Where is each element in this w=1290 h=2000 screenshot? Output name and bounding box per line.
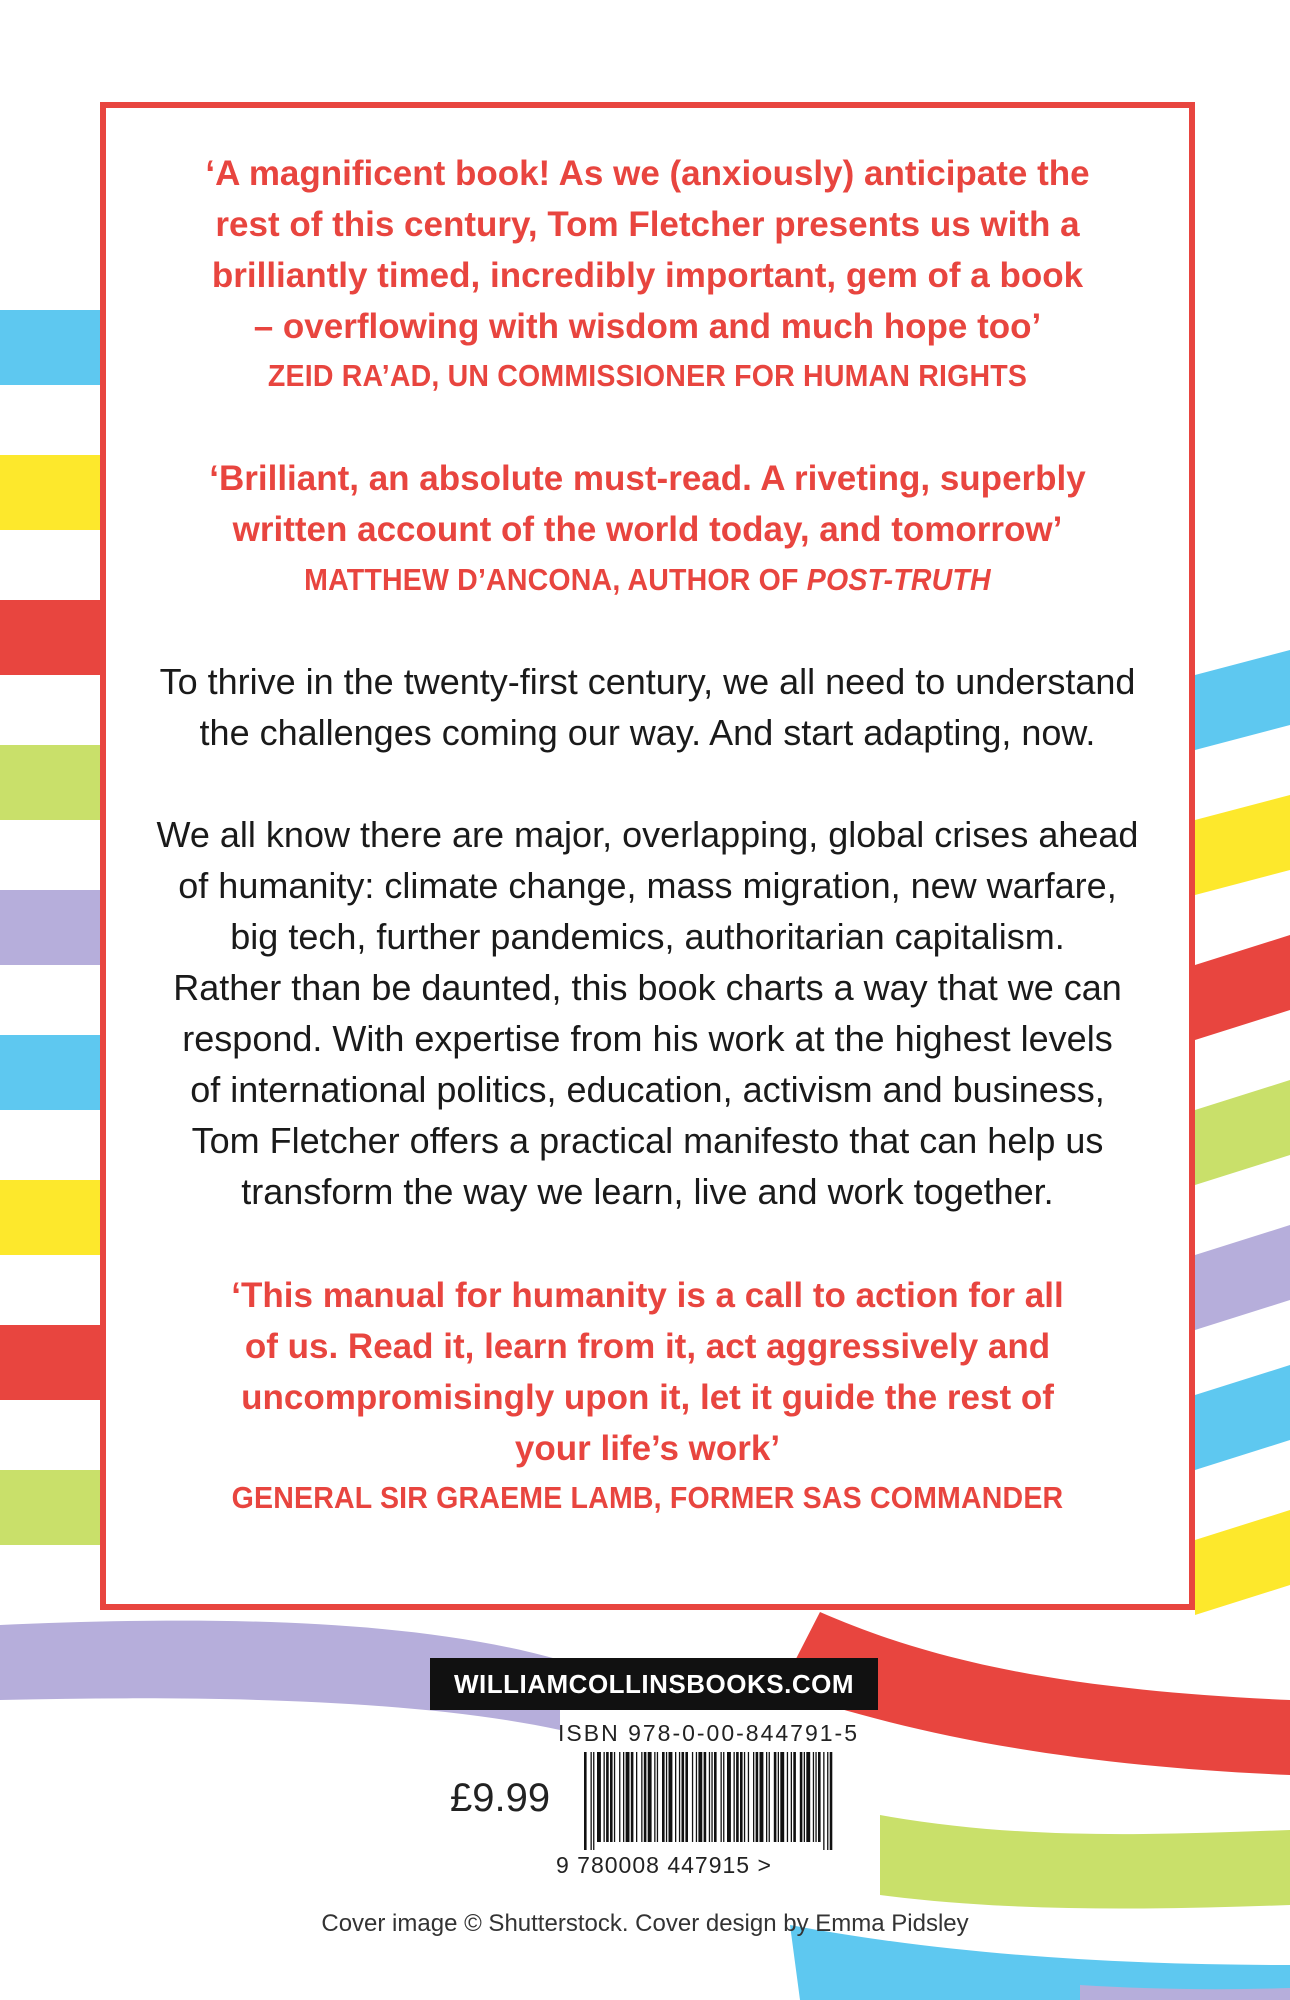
barcode-bar (830, 1752, 833, 1850)
right-stripe-blue (1195, 650, 1290, 750)
barcode-bar (774, 1752, 777, 1842)
quote-1-attribution: ZEID RA’AD, UN COMMISSIONER FOR HUMAN RIGHTS (267, 358, 1028, 393)
barcode-bar (806, 1752, 810, 1842)
right-stripe-blue-2 (1195, 1365, 1290, 1470)
quote-3-attribution: GENERAL SIR GRAEME LAMB, FORMER SAS COMMANDER (231, 1480, 1064, 1515)
quote-2-line: ‘Brilliant, an absolute must-read. A riveting, superbly (209, 459, 1086, 498)
barcode-bar (685, 1752, 688, 1842)
bottom-wave-green (880, 1815, 1290, 1909)
barcode-bar (753, 1752, 754, 1842)
barcode-bar (597, 1752, 601, 1842)
price: £9.99 (450, 1776, 551, 1820)
barcode-bar (711, 1752, 712, 1842)
blurb-line: big tech, further pandemics, authoritarian capitalism. (230, 916, 1065, 957)
quote-3-line: your life’s work’ (514, 1429, 781, 1468)
barcode-bar (727, 1752, 731, 1842)
barcode-bar (648, 1752, 652, 1842)
barcode (580, 1750, 840, 1850)
barcode-bar (744, 1752, 745, 1842)
barcode-bar (740, 1752, 743, 1842)
quote-3-line: uncompromisingly upon it, let it guide the rest of (241, 1378, 1054, 1417)
left-stripe-yellow (0, 455, 100, 530)
barcode-bar (698, 1752, 702, 1842)
barcode-bar (815, 1752, 816, 1842)
barcode-bar (610, 1752, 613, 1842)
left-stripe-blue (0, 310, 100, 385)
right-stripe-purple (1195, 1225, 1290, 1330)
quote-2-attribution-title: POST-TRUTH (806, 562, 991, 597)
left-stripe-blue-2 (0, 1035, 100, 1110)
barcode-bar (823, 1752, 824, 1850)
barcode-bar (604, 1752, 605, 1842)
left-stripe-red (0, 600, 100, 675)
barcode-bar (679, 1752, 680, 1842)
quote-1-line: – overflowing with wisdom and much hope too’ (253, 307, 1042, 346)
barcode-bar (827, 1752, 828, 1850)
barcode-bar (736, 1752, 739, 1842)
barcode-bar (606, 1752, 609, 1842)
barcode-bar (800, 1752, 803, 1842)
barcode-bar (619, 1752, 620, 1842)
barcode-bar (682, 1752, 685, 1842)
barcode-bar (714, 1752, 717, 1842)
blurb-line: of humanity: climate change, mass migration, new warfare, (178, 865, 1117, 906)
barcode-bar (696, 1752, 697, 1842)
quote-1 (146, 148, 1149, 352)
barcode-bar (760, 1752, 764, 1842)
barcode-bar (636, 1752, 637, 1842)
barcode-bar (692, 1752, 693, 1842)
barcode-bar (723, 1752, 724, 1842)
barcode-bar (641, 1752, 642, 1842)
barcode-bar (669, 1752, 673, 1842)
blurb-line: To thrive in the twenty-first century, we all need to understand (159, 661, 1136, 702)
isbn: ISBN 978-0-00-844791-5 (558, 1720, 859, 1746)
barcode-bar (654, 1752, 655, 1842)
blurb-line: of international politics, education, activism and business, (190, 1069, 1105, 1110)
right-stripe-green (1195, 1080, 1290, 1185)
barcode-bar (787, 1752, 788, 1842)
barcode-bar (766, 1752, 767, 1842)
quote-1-line: rest of this century, Tom Fletcher presents us with a (215, 205, 1080, 244)
barcode-bar (704, 1752, 707, 1842)
quote-panel (100, 102, 1195, 1610)
blurb-line: the challenges coming our way. And start adapting, now. (199, 712, 1096, 753)
left-stripe-green-2 (0, 1470, 100, 1545)
barcode-bar (644, 1752, 647, 1842)
blurb-line: Rather than be daunted, this book charts a way that we can (173, 967, 1122, 1008)
blurb-line: Tom Fletcher offers a practical manifesto that can help us (191, 1120, 1104, 1161)
barcode-bar (657, 1752, 658, 1842)
barcode-bar (791, 1752, 792, 1842)
barcode-bar (804, 1752, 805, 1842)
barcode-bar (662, 1752, 665, 1842)
blurb (136, 656, 1159, 1217)
barcode-bar (593, 1752, 594, 1850)
quote-2-attribution (177, 560, 1118, 600)
publisher-url: WILLIAMCOLLINSBOOKS.COM (430, 1658, 878, 1710)
barcode-bar (709, 1752, 710, 1842)
quote-3-line: of us. Read it, learn from it, act aggressively and (244, 1327, 1051, 1366)
barcode-bar (584, 1752, 587, 1850)
quote-2-line: written account of the world today, and tomorrow’ (232, 510, 1063, 549)
quote-1-line: ‘A magnificent book! As we (anxiously) anticipate the (205, 154, 1090, 193)
barcode-bar (793, 1752, 796, 1842)
right-stripe-yellow-2 (1195, 1510, 1290, 1615)
blurb-line: transform the way we learn, live and work together. (241, 1171, 1054, 1212)
right-stripe-red (1195, 935, 1290, 1040)
barcode-bar (721, 1752, 722, 1842)
barcode-bar (614, 1752, 615, 1842)
blurb-line: respond. With expertise from his work at the highest levels (182, 1018, 1113, 1059)
quote-3 (146, 1270, 1149, 1474)
barcode-bar (591, 1752, 592, 1850)
barcode-bar (626, 1752, 630, 1842)
quote-2 (146, 453, 1149, 555)
barcode-bar (813, 1752, 814, 1842)
quote-2-attribution-prefix: MATTHEW D’ANCONA, AUTHOR OF (304, 562, 807, 597)
barcode-number: 9 780008 447915 > (556, 1852, 772, 1878)
quote-1-line: brilliantly timed, incredibly important, gem of a book (211, 256, 1084, 295)
barcode-bar (623, 1752, 624, 1842)
quote-3-line: ‘This manual for humanity is a call to action for all (231, 1276, 1064, 1315)
cover-credit: Cover image © Shutterstock. Cover design by Emma Pidsley (321, 1910, 969, 1937)
barcode-bar (675, 1752, 676, 1842)
blurb-line: We all know there are major, overlapping, global crises ahead (156, 814, 1139, 855)
barcode-bar (818, 1752, 821, 1842)
barcode-bar (748, 1752, 749, 1842)
left-stripe-yellow-2 (0, 1180, 100, 1255)
right-stripe-yellow (1195, 795, 1290, 895)
left-stripe-purple (0, 890, 100, 965)
barcode-bar (769, 1752, 770, 1842)
blurb-paragraph-2 (136, 809, 1159, 1217)
blurb-paragraph-1 (136, 656, 1159, 758)
barcode-bar (631, 1752, 634, 1842)
left-stripe-red-2 (0, 1325, 100, 1400)
barcode-bar (780, 1752, 784, 1842)
barcode-bar (734, 1752, 735, 1842)
barcode-bar (756, 1752, 759, 1842)
left-stripe-green (0, 745, 100, 820)
barcode-bar (666, 1752, 667, 1842)
barcode-bar (778, 1752, 779, 1842)
